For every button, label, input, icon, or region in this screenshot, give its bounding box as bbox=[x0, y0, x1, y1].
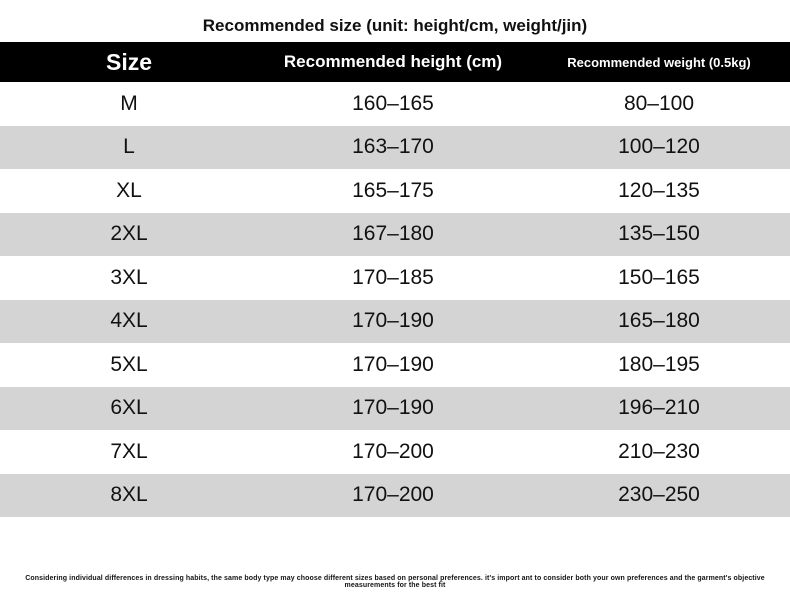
cell-weight: 210–230 bbox=[618, 439, 700, 463]
cell-size: 5XL bbox=[110, 352, 148, 376]
table-row bbox=[0, 82, 790, 126]
cell-height: 167–180 bbox=[352, 222, 434, 246]
cell-height: 170–185 bbox=[352, 265, 434, 289]
cell-weight: 150–165 bbox=[618, 265, 700, 289]
cell-size: L bbox=[123, 135, 135, 159]
cell-weight: 100–120 bbox=[618, 135, 700, 159]
table-row bbox=[0, 169, 790, 213]
table-row bbox=[0, 213, 790, 257]
table-row bbox=[0, 126, 790, 170]
cell-size: 8XL bbox=[110, 483, 148, 507]
cell-size: 7XL bbox=[110, 439, 148, 463]
table-header-row bbox=[0, 42, 790, 82]
column-header-height: Recommended height (cm) bbox=[283, 52, 503, 71]
cell-size: 6XL bbox=[110, 396, 148, 420]
table-row bbox=[0, 300, 790, 344]
table-row bbox=[0, 343, 790, 387]
cell-weight: 180–195 bbox=[618, 352, 700, 376]
table-header bbox=[0, 42, 790, 82]
cell-height: 165–175 bbox=[352, 178, 434, 202]
cell-weight: 196–210 bbox=[618, 396, 700, 420]
size-chart-table bbox=[0, 42, 790, 517]
cell-weight: 165–180 bbox=[618, 309, 700, 333]
footnote-text: Considering individual differences in dressing habits, the same body type may choose different sizes based on personal preferences. it's import ant to consider both your own preferences and the garment's objective measurements for the best fit bbox=[25, 575, 765, 589]
cell-weight: 120–135 bbox=[618, 178, 700, 202]
page-title: Recommended size (unit: height/cm, weight/jin) bbox=[202, 16, 588, 35]
cell-size: 3XL bbox=[110, 265, 148, 289]
cell-height: 170–200 bbox=[352, 483, 434, 507]
cell-size: 4XL bbox=[110, 309, 148, 333]
cell-height: 170–190 bbox=[352, 352, 434, 376]
column-header-weight: Recommended weight (0.5kg) bbox=[567, 54, 751, 70]
cell-height: 170–190 bbox=[352, 309, 434, 333]
column-header-size: Size bbox=[105, 48, 153, 75]
table-body bbox=[0, 82, 790, 517]
cell-size: 2XL bbox=[110, 222, 148, 246]
cell-size: XL bbox=[116, 178, 142, 202]
cell-weight: 135–150 bbox=[618, 222, 700, 246]
table-row bbox=[0, 474, 790, 518]
table-row bbox=[0, 256, 790, 300]
cell-weight: 230–250 bbox=[618, 483, 700, 507]
cell-weight: 80–100 bbox=[623, 91, 695, 115]
cell-size: M bbox=[120, 91, 138, 115]
table-row bbox=[0, 430, 790, 474]
table-row bbox=[0, 387, 790, 431]
cell-height: 170–200 bbox=[352, 439, 434, 463]
cell-height: 170–190 bbox=[352, 396, 434, 420]
cell-height: 163–170 bbox=[352, 135, 434, 159]
cell-height: 160–165 bbox=[352, 91, 434, 115]
